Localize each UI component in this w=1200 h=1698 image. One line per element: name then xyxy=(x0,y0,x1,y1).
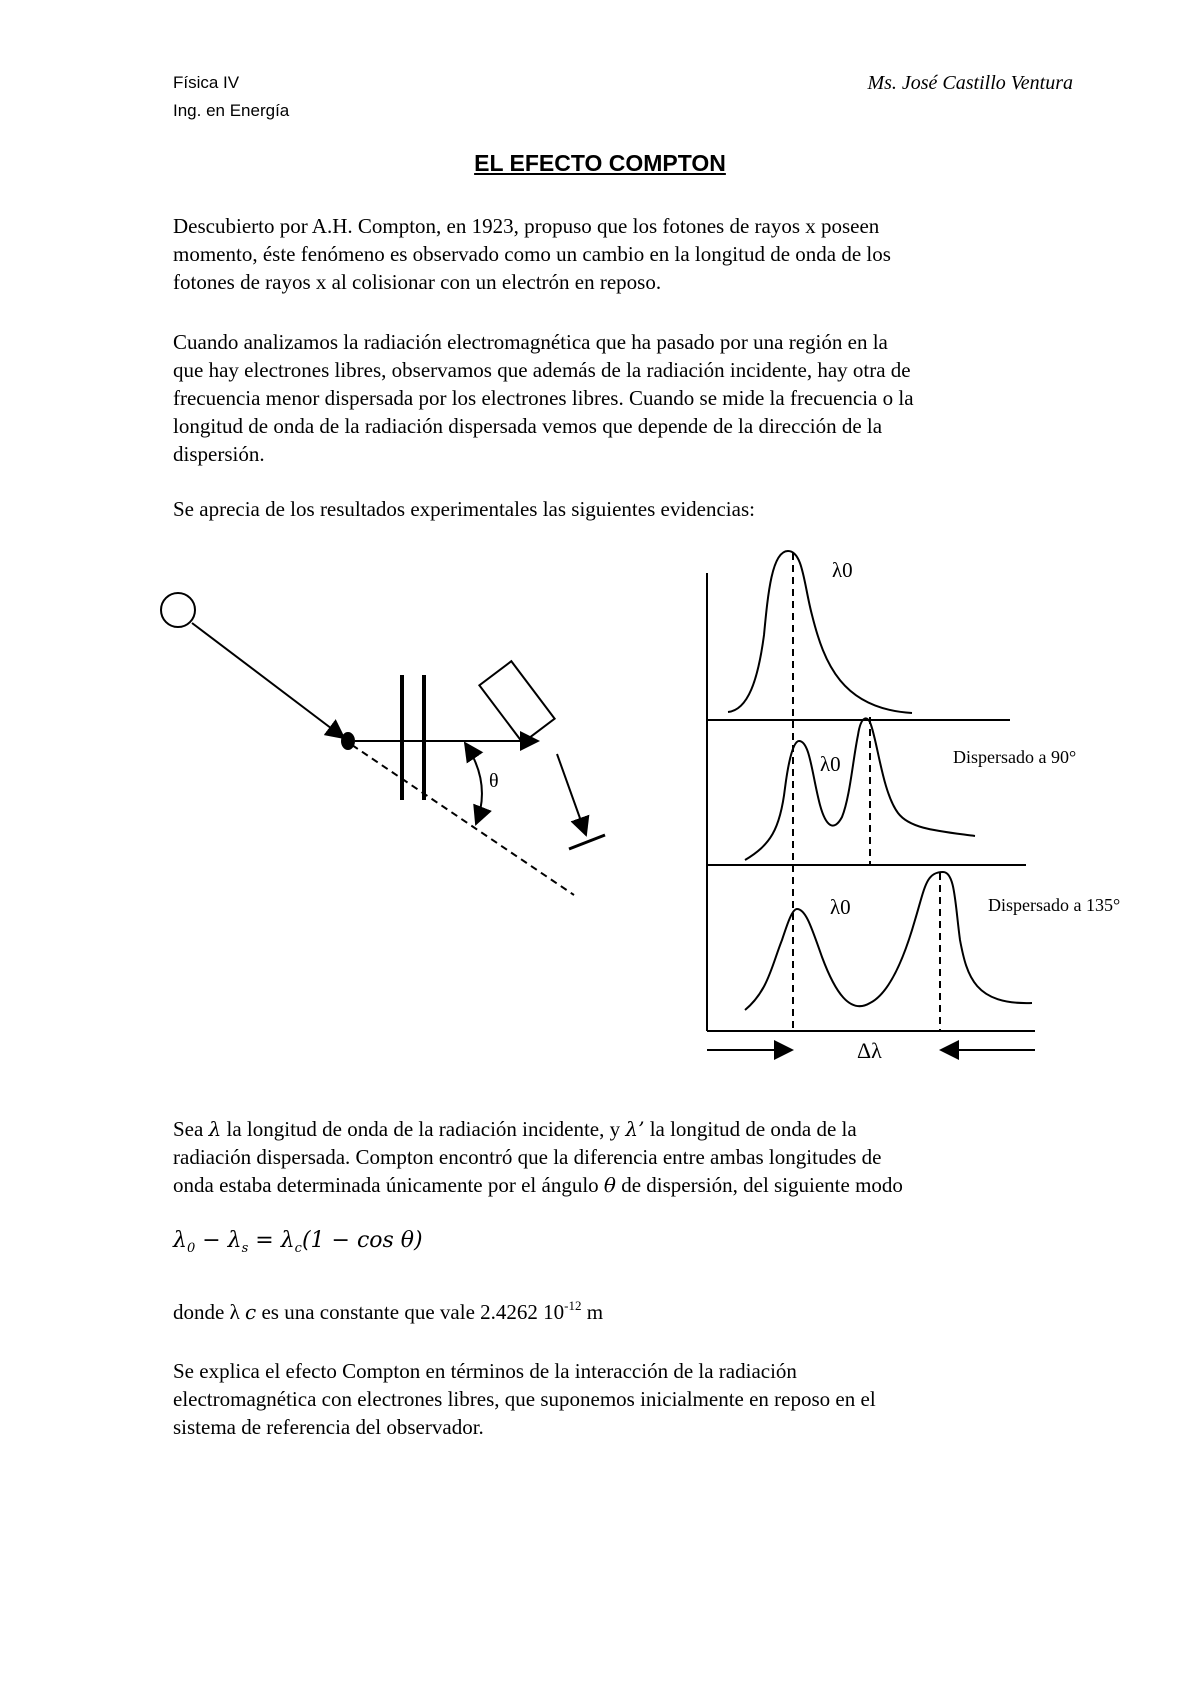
intro-line: Descubierto por A.H. Compton, en 1923, propuso que los fotones de rayos x poseen xyxy=(173,214,880,238)
analysis-paragraph xyxy=(173,328,1053,468)
program-name: Ing. en Energía xyxy=(173,101,290,120)
compton-figure xyxy=(0,545,1200,1065)
lambda0-label-top: λ0 xyxy=(832,558,853,582)
theta-arc xyxy=(465,743,482,824)
spectrum-135-curve xyxy=(745,872,1032,1010)
lambda0-label-90: λ0 xyxy=(820,752,841,776)
incident-beam xyxy=(192,623,344,738)
detector-base xyxy=(569,835,605,849)
detector-arm xyxy=(557,754,586,835)
compton-formula: $\lambda_0 - \lambda_s = \lambda_c(1 - \cos \theta)$ xyxy=(173,1228,423,1256)
detector xyxy=(479,661,554,743)
source-circle xyxy=(161,593,195,627)
definition-line-2: radiación dispersada. Compton encontró que la diferencia entre ambas longitudes de xyxy=(173,1145,882,1169)
definition-line-1: Sea λ la longitud de onda de la radiación incidente, y λ’ la longitud de onda de la xyxy=(173,1117,857,1141)
theta-label: θ xyxy=(489,770,499,792)
spectrum-90-curve xyxy=(745,718,975,860)
intro-line: fotones de rayos x al colisionar con un electrón en reposo. xyxy=(173,270,662,294)
closing-line: sistema de referencia del observador. xyxy=(173,1415,484,1439)
evidence-line: Se aprecia de los resultados experimentales las siguientes evidencias: xyxy=(173,497,755,521)
constant-line: donde λ c es una constante que vale 2.4262 $10^{-12}$ m xyxy=(173,1298,604,1324)
delta-lambda-label: Δλ xyxy=(857,1038,882,1063)
analysis-line: frecuencia menor dispersada por los electrones libres. Cuando se mide la frecuencia o la xyxy=(173,386,914,410)
intro-paragraph xyxy=(173,212,1053,296)
intro-line: momento, éste fenómeno es observado como un cambio en la longitud de onda de los xyxy=(173,242,891,266)
analysis-line: dispersión. xyxy=(173,442,265,466)
incident-direction-dashed xyxy=(352,745,574,895)
target-electron xyxy=(341,732,355,750)
page-title: EL EFECTO COMPTON xyxy=(474,150,726,176)
analysis-line: longitud de onda de la radiación dispersada vemos que depende de la dirección de la xyxy=(173,414,883,438)
spectrum-incident-curve xyxy=(728,551,912,713)
analysis-line: Cuando analizamos la radiación electromagnética que ha pasado por una región en la xyxy=(173,330,888,354)
closing-line: Se explica el efecto Compton en términos de la interacción de la radiación xyxy=(173,1359,797,1383)
definition-line-3: onda estaba determinada únicamente por el ángulo θ de dispersión, del siguiente modo xyxy=(173,1173,903,1197)
label-scattered-135: Dispersado a 135° xyxy=(988,895,1121,915)
closing-line: electromagnética con electrones libres, que suponemos inicialmente en reposo en el xyxy=(173,1387,876,1411)
closing-paragraph xyxy=(173,1357,1053,1441)
course-name: Física IV xyxy=(173,73,240,92)
analysis-line: que hay electrones libres, observamos que además de la radiación incidente, hay otra de xyxy=(173,358,911,382)
author-name: Ms. José Castillo Ventura xyxy=(867,72,1073,94)
label-scattered-90: Dispersado a 90° xyxy=(953,747,1077,767)
definition-paragraph xyxy=(173,1115,1053,1199)
lambda0-label-135: λ0 xyxy=(830,895,851,919)
